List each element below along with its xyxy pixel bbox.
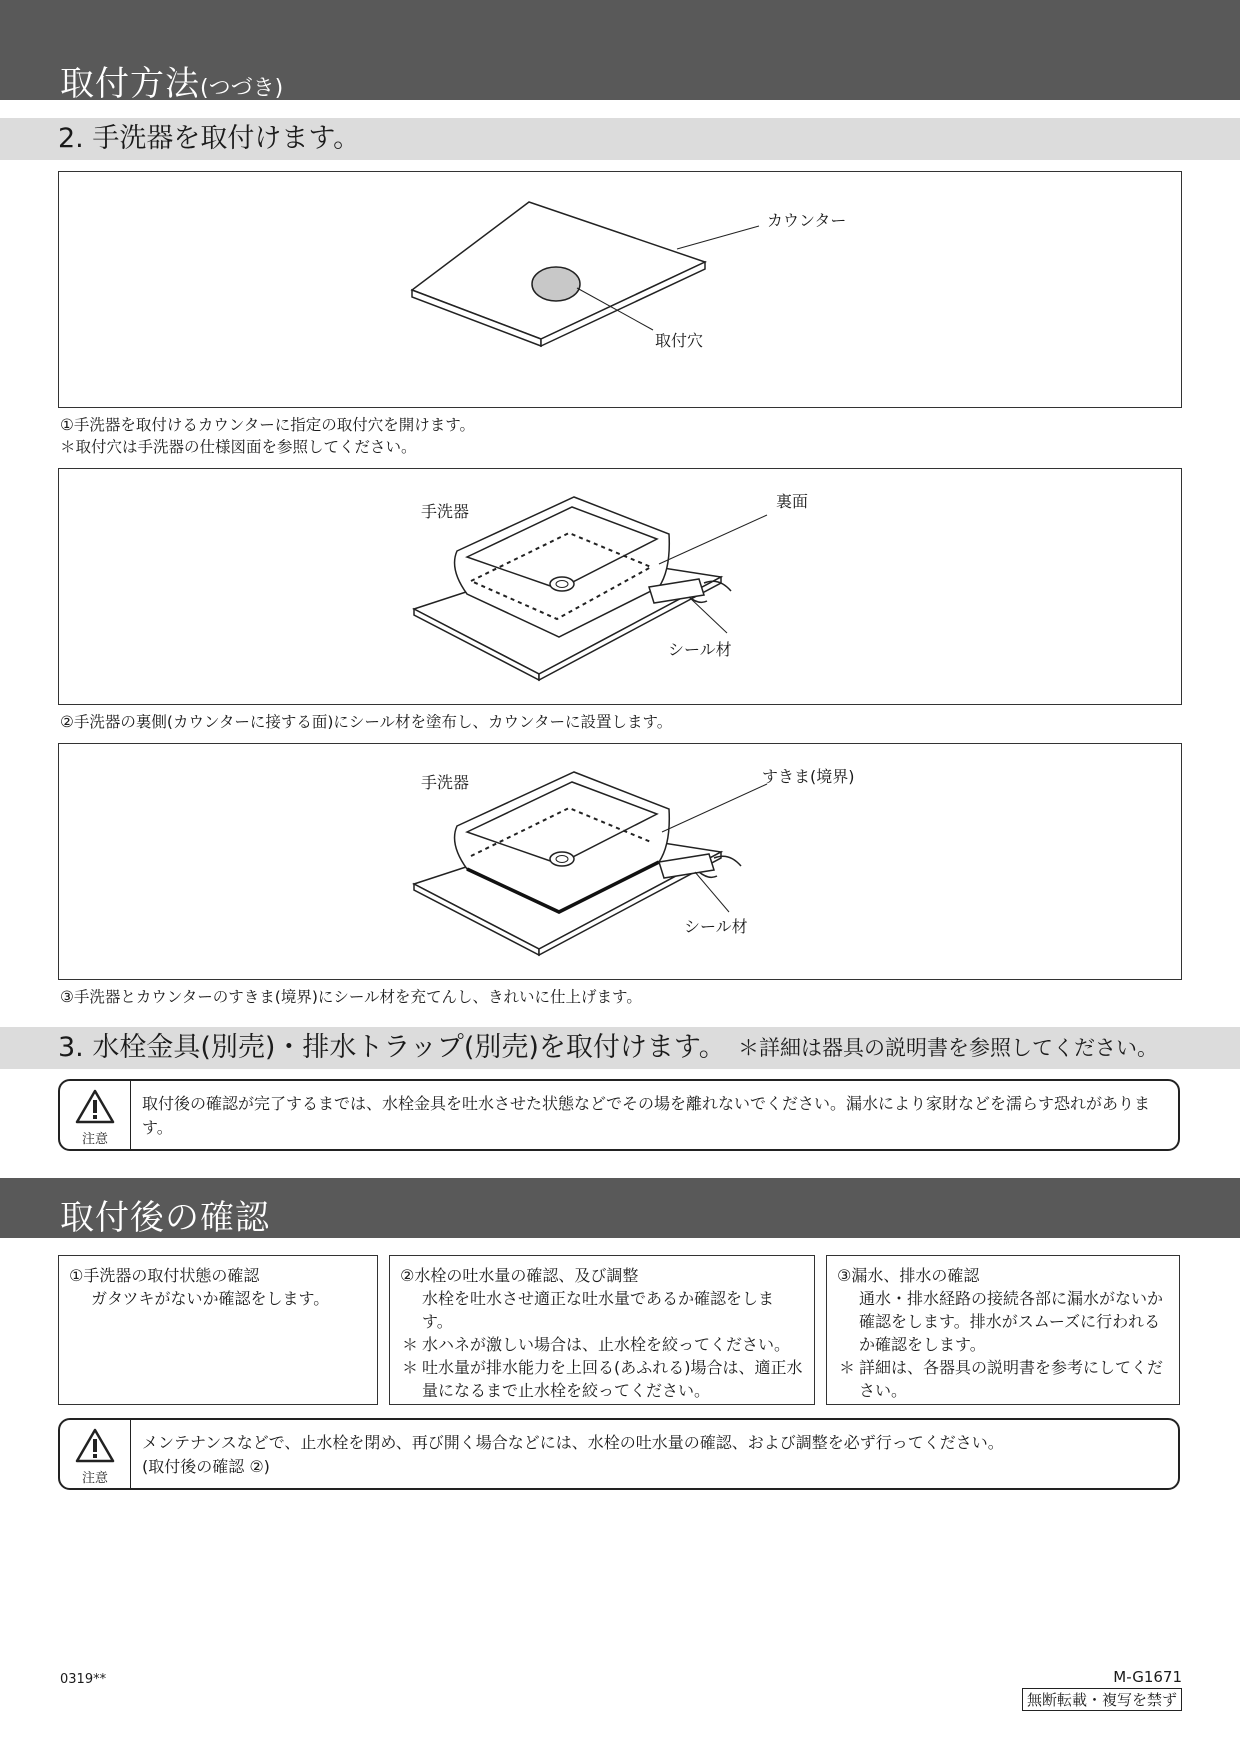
check-box-2 — [389, 1255, 815, 1405]
sealant-back-drawing — [59, 469, 1181, 704]
check-3-title: ③漏水、排水の確認 — [837, 1266, 980, 1285]
caption-1: ①手洗器を取付けるカウンターに指定の取付穴を開けます。 — [60, 416, 476, 434]
check-1-title: ①手洗器の取付状態の確認 — [69, 1266, 260, 1285]
label-gap-boundary: すきま(境界) — [762, 767, 855, 786]
caution-box-1 — [58, 1079, 1180, 1151]
check-2-body: 水栓を吐水させ適正な吐水量であるか確認をします。 — [422, 1289, 775, 1331]
label-mounting-hole: 取付穴 — [655, 331, 704, 350]
caution-text-2-line2: (取付後の確認 ②) — [142, 1457, 270, 1476]
counter-hole-drawing — [59, 172, 1181, 407]
check-2-note-2: ＊ 吐水量が排水能力を上回る(あふれる)場合は、適正水量になるまで止水栓を絞ってください。 — [400, 1356, 804, 1402]
check-2-note-1: ＊ 水ハネが激しい場合は、止水栓を絞ってください。 — [400, 1333, 804, 1356]
step3-heading: 3. 水栓金具(別売)・排水トラップ(別売)を取付けます。 — [58, 1032, 726, 1063]
figure-sealant-back — [58, 468, 1182, 705]
caption-1-note: ＊取付穴は手洗器の仕様図面を参照してください。 — [60, 438, 417, 456]
footer-code: 0319** — [60, 1672, 107, 1687]
figure-sealant-gap — [58, 743, 1182, 980]
label-sealant: シール材 — [684, 917, 748, 936]
caution-text-1: 取付後の確認が完了するまでは、水栓金具を吐水させた状態などでその場を離れないでください。漏水により家財などを濡らす恐れがあります。 — [142, 1094, 1151, 1137]
step3-note: ＊詳細は器具の説明書を参照してください。 — [738, 1036, 1158, 1060]
check-1-body: ガタツキがないか確認をします。 — [91, 1289, 330, 1308]
page-title — [60, 56, 283, 105]
sealant-gap-drawing — [59, 744, 1181, 979]
check-2-title: ②水栓の吐水量の確認、及び調整 — [400, 1266, 639, 1285]
label-back-surface: 裏面 — [776, 492, 809, 511]
caption-2: ②手洗器の裏側(カウンターに接する面)にシール材を塗布し、カウンターに設置します。 — [60, 713, 673, 731]
caution-icon-cell — [60, 1420, 131, 1488]
step2-heading: 2. 手洗器を取付けます。 — [58, 123, 361, 154]
label-basin: 手洗器 — [421, 773, 470, 792]
caution-label: 注意 — [81, 1471, 108, 1486]
copyright-stamp: 無断転載・複写を禁ず — [1022, 1688, 1182, 1711]
document-number: M-G1671 — [1113, 1668, 1182, 1686]
section-banner — [0, 1178, 1240, 1238]
warning-triangle-icon — [75, 1089, 115, 1125]
label-sealant: シール材 — [668, 640, 732, 659]
title-banner — [0, 0, 1240, 104]
caution-icon-cell — [60, 1081, 131, 1149]
figure-counter-hole — [58, 171, 1182, 408]
check-box-1 — [58, 1255, 378, 1405]
check-3-body: 通水・排水経路の接続各部に漏水がないか確認をします。排水がスムーズに行われるか確認をします。 — [859, 1289, 1164, 1354]
page-title-text: 取付方法 — [60, 64, 200, 104]
step3-heading-bar — [0, 1027, 1240, 1069]
caution-text-2 — [142, 1431, 1164, 1479]
section-title: 取付後の確認 — [60, 1198, 270, 1238]
caution-text-2-line1: メンテナンスなどで、止水栓を閉め、再び開く場合などには、水栓の吐水量の確認、および調整を必ず行ってください。 — [142, 1433, 1004, 1452]
check-box-3 — [826, 1255, 1180, 1405]
step2-heading-bar — [0, 118, 1240, 160]
label-basin: 手洗器 — [421, 502, 470, 521]
warning-triangle-icon — [75, 1428, 115, 1464]
caution-box-2 — [58, 1418, 1180, 1490]
label-counter: カウンター — [767, 211, 847, 230]
footer-right — [1022, 1668, 1182, 1711]
caption-3: ③手洗器とカウンターのすきま(境界)にシール材を充てんし、きれいに仕上げます。 — [60, 988, 642, 1006]
check-3-note-1: ＊ 詳細は、各器具の説明書を参考にしてください。 — [837, 1356, 1169, 1402]
page-title-suffix: (つづき) — [200, 76, 284, 101]
caution-label: 注意 — [81, 1132, 108, 1147]
